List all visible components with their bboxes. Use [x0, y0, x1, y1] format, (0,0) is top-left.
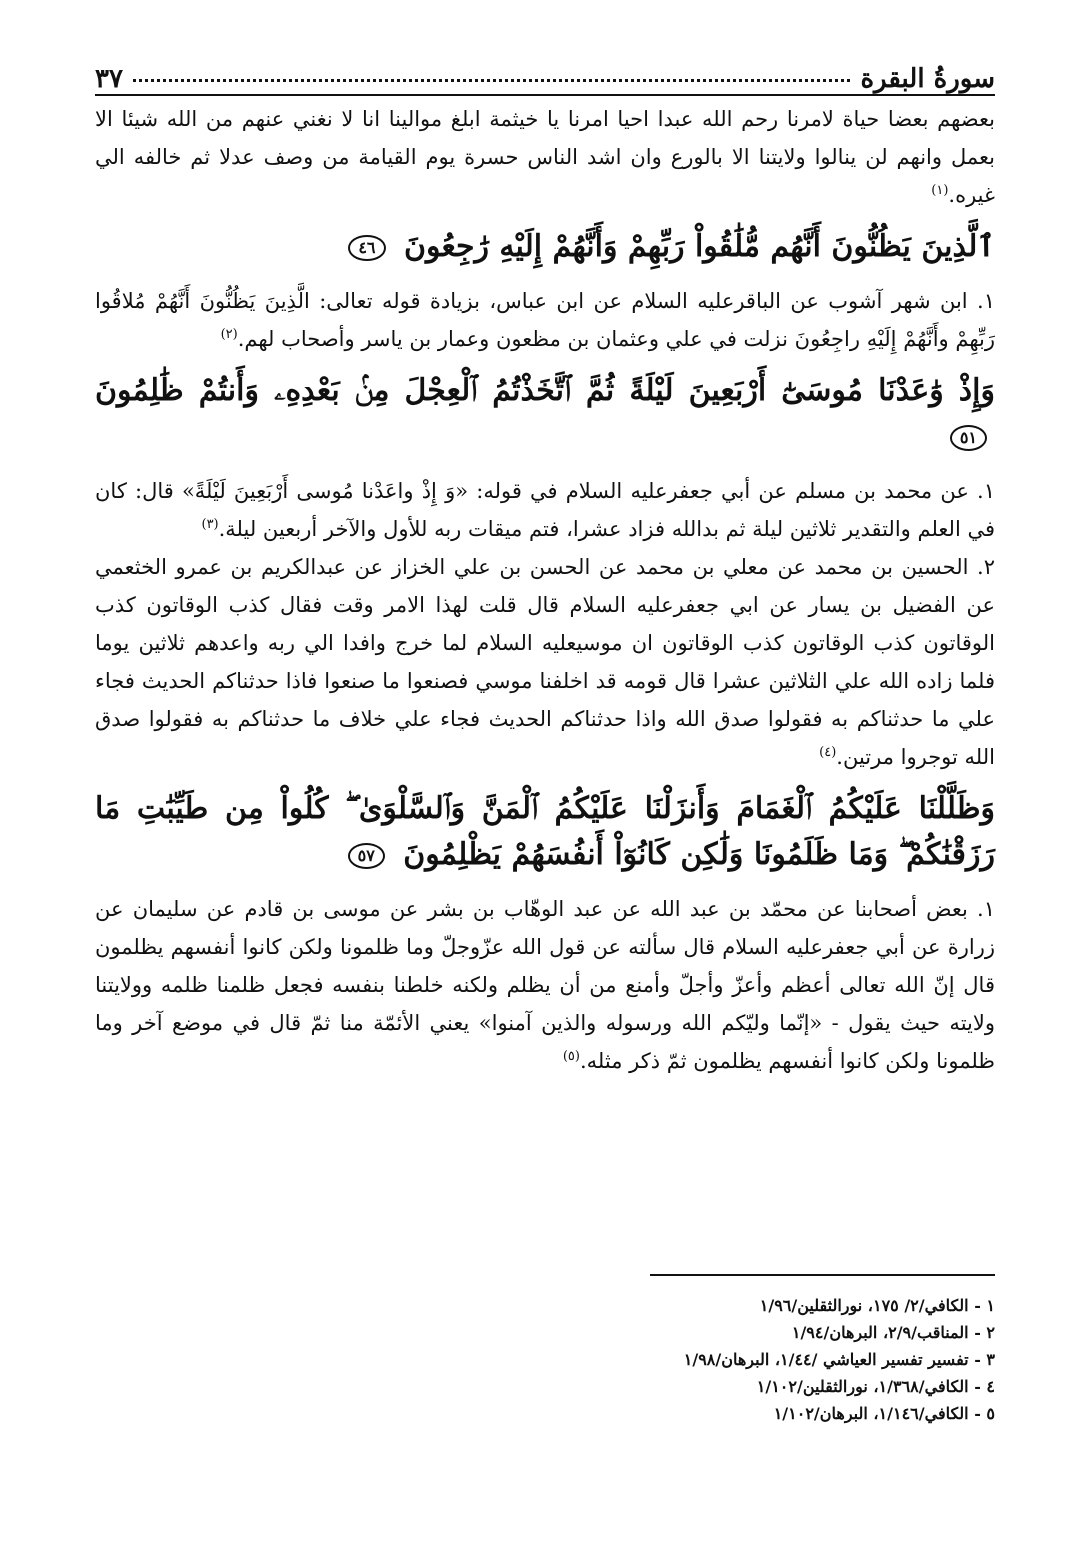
footnote-ref: (٥) [562, 1049, 580, 1064]
ayah-number-icon: ٥١ [950, 425, 987, 451]
commentary-paragraph: ١. عن محمد بن مسلم عن أبي جعفرعليه السلام في قوله: «وَ إِذْ واعَدْنا مُوسى أَرْبَعِينَ لَيْلَةً» قال: كان في العلم والتقدير ثلاثين ليلة ثم بدالله فزاد عشرا، فتم ميقات ربه للأول والآخر أربعين ليلة.$^{(٣)}$ [95, 479, 995, 541]
commentary-paragraph: ٢. الحسين بن محمد عن معلي بن محمد عن الحسن بن علي الخزاز عن عبدالكريم بن عمرو الخثعمي عن الفضيل بن يسار عن ابي جعفرعليه السلام قال قلت لهذا الامر وقت فقال كذب الوقاتون كذب الوقاتون كذب الوقاتون كذب الوقاتون ان موسيعليه السلام لما خرج وافدا الي ربه واعدهم ثلاثين يوما فلما زاده الله علي الثلاثين عشرا قال قومه قد اخلفنا موسي فصنعوا ما صنعوا فاذا حدثناكم الحديث فجاء علي ما حدثناكم به فقولوا صدق الله واذا حدثناكم الحديث فجاء علي خلاف ما حدثناكم به فقولوا صدق الله توجروا مرتين.$^{(٤)}$ [95, 555, 995, 769]
commentary-paragraph: ١. ابن شهر آشوب عن الباقرعليه السلام عن ابن عباس، بزيادة قوله تعالى: الَّذِينَ يَظُنُّونَ أَنَّهُمْ مُلاقُوا رَبِّهِمْ وأَنَّهُمْ إِلَيْهِ راجِعُونَ نزلت في علي وعثمان بن مظعون وعمار بن ياسر وأصحاب لهم.$^{(٢)}$ [95, 289, 995, 351]
footnote-ref: (١) [931, 183, 949, 198]
footnote-item: ٥ - الكافي/١/١٤٦، البرهان/١/١٠٢ [773, 1404, 995, 1423]
header-leader-dots [133, 79, 851, 82]
footnotes-section [635, 1274, 995, 1427]
running-header [95, 44, 995, 96]
footnote-ref: (٣) [201, 517, 219, 532]
quran-verse: ٱلَّذِينَ يَظُنُّونَ أَنَّهُم مُّلَٰقُواْ رَبِّهِمْ وَأَنَّهُمْ إِلَيْهِ رَٰجِعُونَ ٤٦ [95, 224, 995, 270]
ayah-number-icon: ٥٧ [348, 843, 385, 869]
footnote-ref: (٢) [220, 327, 238, 342]
footnote-ref: (٤) [819, 745, 837, 760]
footnote-item: ٤ - الكافي/١/٣٦٨، نورالثقلين/١/١٠٢ [756, 1377, 995, 1396]
commentary-paragraph: ١. بعض أصحابنا عن محمّد بن عبد الله عن عبد الوهّاب بن بشر عن موسى بن قادم عن سليمان عن زرارة عن أبي جعفرعليه السلام قال سألته عن قول الله عزّوجلّ وما ظلمونا ولكن كانوا أنفسهم يظلمون قال إنّ الله تعالى أعظم وأعزّ وأجلّ وأمنع من أن يظلم ولكنه خلطنا بنفسه فجعل ظلمنا ظلمه وولايتنا ولايته حيث يقول - «إنّما وليّكم الله ورسوله والذين آمنوا» يعني الأئمّة منا ثمّ قال في موضع آخر وما ظلمونا ولكن كانوا أنفسهم يظلمون ثمّ ذكر مثله.$^{(٥)}$ [95, 897, 995, 1073]
footnote-item: ٢ - المناقب/٢/٩، البرهان/١/٩٤ [791, 1323, 995, 1342]
page-body [95, 100, 995, 1080]
quran-verse: وَإِذْ وَٰعَدْنَا مُوسَىٰٓ أَرْبَعِينَ لَيْلَةً ثُمَّ ٱتَّخَذْتُمُ ٱلْعِجْلَ مِنۢ بَعْدِهِۦ وَأَنتُمْ ظَٰلِمُونَ ٥١ [95, 368, 995, 460]
footnote-item: ٣ - تفسير تفسير العياشي /١/٤٤، البرهان/١/٩٨ [683, 1350, 995, 1369]
footnote-item: ١ - الكافي/٢/ ١٧٥، نورالثقلين/١/٩٦ [759, 1296, 995, 1315]
ayah-number-icon: ٤٦ [348, 235, 385, 261]
page-number: ٣٧ [95, 64, 123, 94]
quran-verse: وَظَلَّلْنَا عَلَيْكُمُ ٱلْغَمَامَ وَأَنزَلْنَا عَلَيْكُمُ ٱلْمَنَّ وَٱلسَّلْوَىٰ ۖ كُلُواْ مِن طَيِّبَٰتِ مَا رَزَقْنَٰكُمْ ۖ وَمَا ظَلَمُونَا وَلَٰكِن كَانُوٓاْ أَنفُسَهُمْ يَظْلِمُونَ ٥٧ [95, 791, 995, 872]
footnote-divider [650, 1274, 995, 1276]
commentary-paragraph: بعضهم بعضا حياة لامرنا رحم الله عبدا احيا امرنا يا خيثمة ابلغ موالينا انا لا نغني عنهم من الله شيئا الا بعمل وانهم لن ينالوا ولايتنا الا بالورع وان اشد الناس حسرة يوم القيامة من وصف عدلا ثم خالفه الي غيره.$^{(١)}$ [95, 107, 995, 207]
surah-title: سورةُ البقرة [860, 64, 995, 94]
